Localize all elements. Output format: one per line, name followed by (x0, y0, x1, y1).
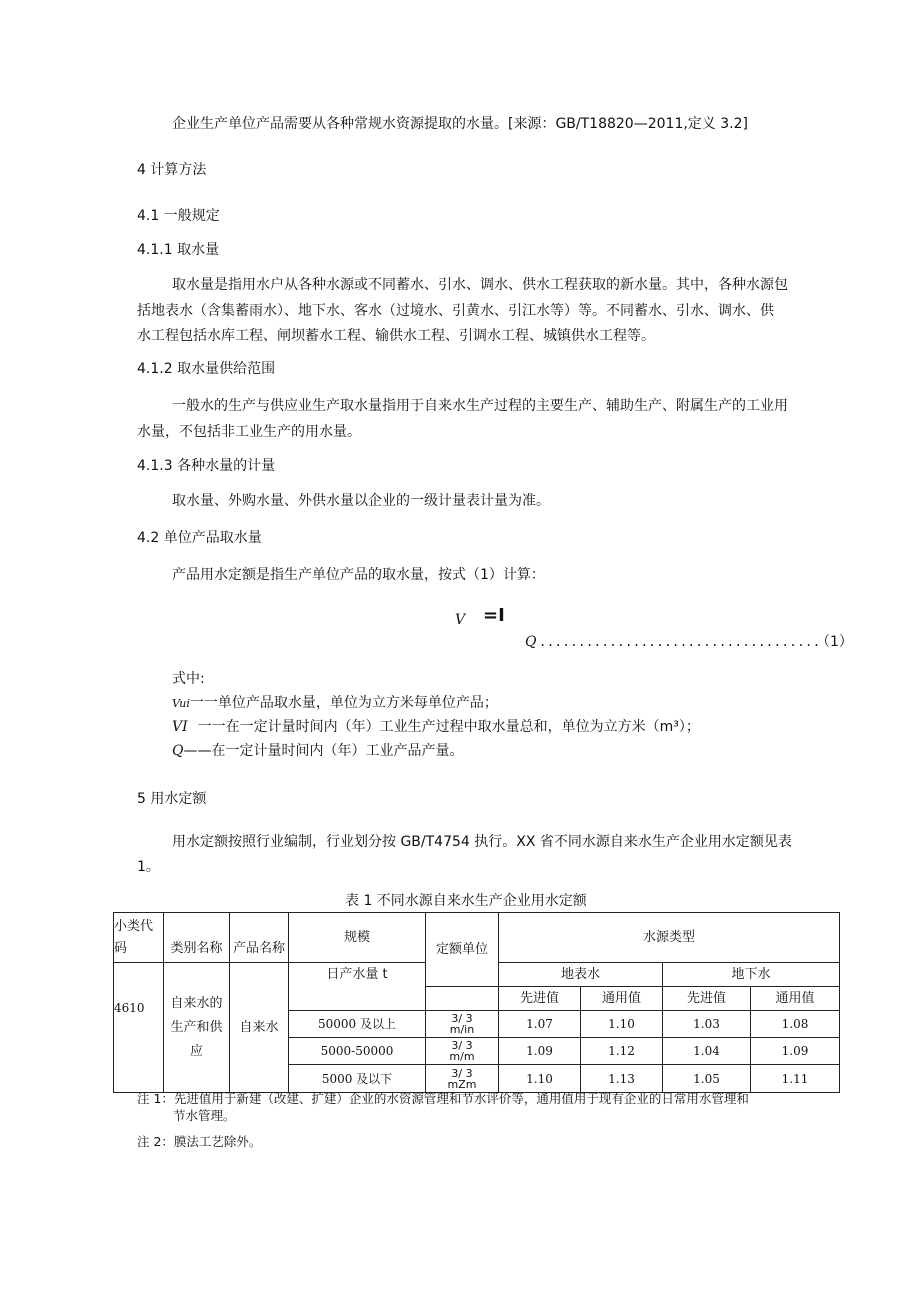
formula-dot-leader: .................................... (539, 635, 821, 649)
header-ground-advanced: 先进值 (663, 987, 751, 1011)
row-scale: 5000-50000 (289, 1038, 426, 1065)
header-daily-output: 日产水量 t (289, 963, 426, 1011)
definition-3 (172, 741, 463, 761)
header-surface-water: 地表水 (499, 963, 663, 987)
row-surface-general: 1.12 (581, 1038, 663, 1065)
row-surface-advanced: 1.07 (499, 1011, 581, 1038)
paragraph-4-1-3: 取水量、外购水量、外供水量以企业的一级计量表计量为准。 (172, 493, 550, 509)
row-scale: 5000 及以下 (289, 1065, 426, 1093)
header-surface-advanced: 先进值 (499, 987, 581, 1011)
section-4-heading: 4 计算方法 (137, 162, 207, 178)
row-surface-general: 1.10 (581, 1011, 663, 1038)
note-1-line-1: 注 1：先进值用于新建（改建、扩建）企业的水资源管理和节水评价等，通用值用于现有企业的日常用水管理和 (137, 1091, 749, 1106)
header-ground-general: 通用值 (751, 987, 840, 1011)
header-product: 产品名称 (230, 913, 289, 963)
intro-paragraph: 企业生产单位产品需要从各种常规水资源提取的水量。[来源：GB/T18820—2011,定义 3.2] (172, 116, 748, 132)
paragraph-4-1-1-line-2: 括地表水（含集蓄雨水）、地下水、客水（过境水、引黄水、引江水等）等。不同蓄水、引水、调水、供 (137, 303, 774, 319)
table-caption: 表 1 不同水源自来水生产企业用水定额 (345, 893, 587, 909)
where-label: 式中: (172, 671, 205, 687)
row-unit: 3/ 3 mZm (426, 1065, 499, 1093)
header-groundwater: 地下水 (663, 963, 840, 987)
definition-2-text: 一一在一定计量时间内（年）工业生产过程中取水量总和，单位为立方米（m³）； (197, 719, 700, 735)
section-4-1-2-heading: 4.1.2 取水量供给范围 (137, 361, 276, 377)
water-quota-table (113, 912, 840, 1093)
paragraph-4-1-1-line-1: 取水量是指用水户从各种水源或不同蓄水、引水、调水、供水工程获取的新水量。其中，各种水源包 (172, 277, 788, 293)
row-unit: 3/ 3 m/m (426, 1038, 499, 1065)
row-surface-general: 1.13 (581, 1065, 663, 1093)
definition-1-text: 一一单位产品取水量，单位为立方米每单位产品； (189, 695, 498, 711)
definition-3-text: ——在一定计量时间内（年）工业产品产量。 (183, 743, 464, 759)
paragraph-5-line-2: 1。 (137, 859, 160, 875)
header-scale: 规模 (289, 913, 426, 963)
definition-3-symbol: Q (172, 743, 184, 759)
formula-equals: =I (483, 605, 505, 626)
section-4-2-heading: 4.2 单位产品取水量 (137, 530, 262, 546)
row-scale: 50000 及以上 (289, 1011, 426, 1038)
row-ground-general: 1.11 (751, 1065, 840, 1093)
section-4-1-3-heading: 4.1.3 各种水量的计量 (137, 458, 276, 474)
note-2: 注 2：膜法工艺除外。 (137, 1134, 262, 1149)
formula-q: Q (525, 634, 537, 650)
note-1-line-2: 节水管理。 (173, 1108, 236, 1123)
row-surface-advanced: 1.09 (499, 1038, 581, 1065)
note-1 (137, 1090, 837, 1124)
row-ground-advanced: 1.04 (663, 1038, 751, 1065)
definition-2 (172, 717, 700, 737)
header-category: 类别名称 (164, 913, 230, 963)
section-4-1-heading: 4.1 一般规定 (137, 208, 220, 224)
cell-product: 自来水 (230, 963, 289, 1093)
cell-code: 4610 (114, 963, 164, 1093)
definition-1 (172, 693, 498, 714)
formula-number: （1） (816, 634, 853, 650)
definition-2-symbol: VI (172, 719, 188, 735)
header-unit: 定额单位 (426, 913, 499, 987)
cell-category: 自来水的生产和供应 (164, 963, 230, 1093)
row-ground-general: 1.09 (751, 1038, 840, 1065)
paragraph-4-1-2-line-1: 一般水的生产与供应业生产取水量指用于自来水生产过程的主要生产、辅助生产、附属生产的工业用 (172, 398, 788, 414)
paragraph-4-1-2-line-2: 水量，不包括非工业生产的用水量。 (137, 424, 361, 440)
section-4-1-1-heading: 4.1.1 取水量 (137, 242, 220, 258)
definition-1-symbol: Vui (172, 697, 190, 710)
row-ground-advanced: 1.03 (663, 1011, 751, 1038)
formula-v: V (455, 612, 466, 628)
section-5-heading: 5 用水定额 (137, 791, 207, 807)
row-ground-general: 1.08 (751, 1011, 840, 1038)
row-ground-advanced: 1.05 (663, 1065, 751, 1093)
header-water-source: 水源类型 (499, 913, 840, 963)
paragraph-4-1-1-line-3: 水工程包括水库工程、闸坝蓄水工程、输供水工程、引调水工程、城镇供水工程等。 (137, 328, 655, 344)
paragraph-4-2: 产品用水定额是指生产单位产品的取水量，按式（1）计算： (172, 567, 545, 583)
header-unit-spacer (426, 987, 499, 1011)
header-surface-general: 通用值 (581, 987, 663, 1011)
row-unit: 3/ 3 m/in (426, 1011, 499, 1038)
row-surface-advanced: 1.10 (499, 1065, 581, 1093)
paragraph-5-line-1: 用水定额按照行业编制，行业划分按 GB/T4754 执行。XX 省不同水源自来水生产企业用水定额见表 (172, 834, 792, 850)
header-code: 小类代码 (114, 913, 164, 963)
